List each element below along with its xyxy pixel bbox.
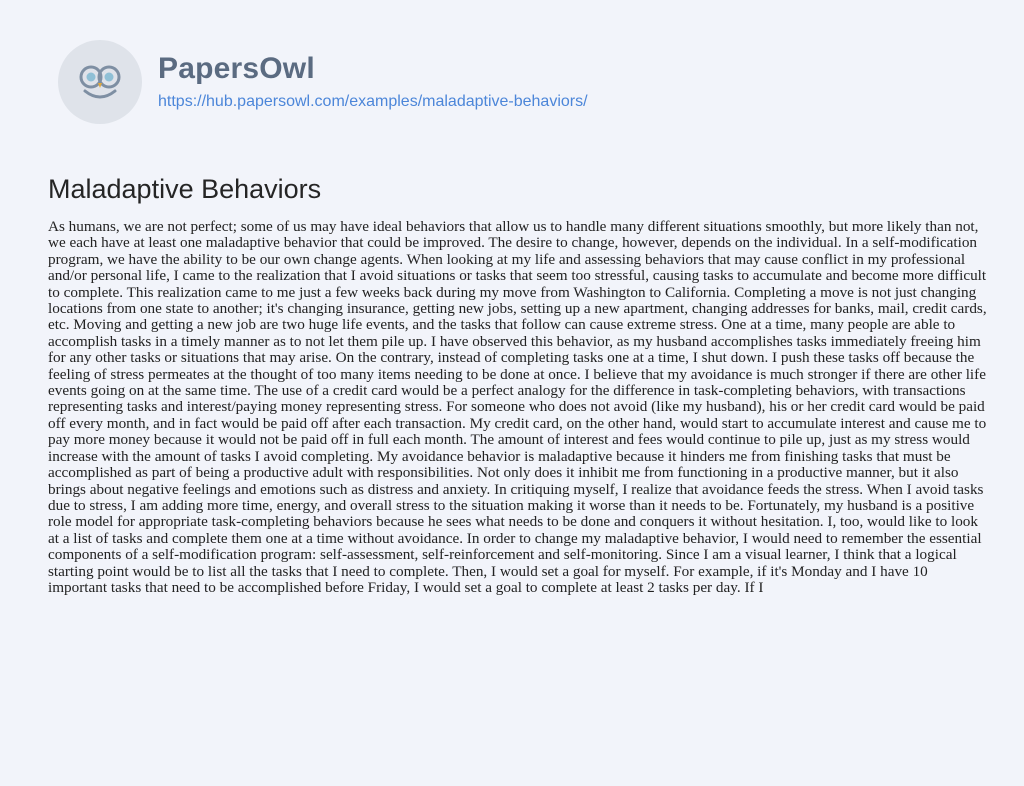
owl-logo-svg	[71, 53, 129, 111]
article-body: As humans, we are not perfect; some of us may have ideal behaviors that allow us to handle many different situations smoothly, but more likely than not, we each have at least one maladaptive behavior that could be improved. The desire to change, however, depends on the individual. In a self-modification program, we have the ability to be our own change agents. When looking at my life and assessing behaviors that may cause conflict in my professional and/or personal life, I came to the realization that I avoid situations or tasks that seem too stressful, causing tasks to accumulate and become more difficult to complete. This realization came to me just a few weeks back during my move from Washington to California. Completing a move is not just changing locations from one state to another; it's changing insurance, getting new jobs, setting up a new apartment, changing addresses for banks, mail, credit cards, etc. Moving and getting a new job are two huge life events, and the tasks that follow can cause extreme stress. One at a time, many people are able to accomplish tasks in a timely manner as to not let them pile up. I have observed this behavior, as my husband accomplishes tasks immediately freeing him for any other tasks or situations that may arise. On the contrary, instead of completing tasks one at a time, I shut down. I push these tasks off because the feeling of stress permeates at the thought of too many items needing to be done at once. I believe that my avoidance is much stronger if there are other life events going on at the same time. The use of a credit card would be a perfect analogy for the difference in task-completing behaviors, with transactions representing tasks and interest/paying money representing stress. For someone who does not avoid (like my husband), his or her credit card would be paid off every month, and in fact would be paid off after each transaction. My credit card, on the other hand, would start to accumulate interest and cause me to pay more money because it would not be paid off in full each month. The amount of interest and fees would continue to pile up, just as my stress would increase with the amount of tasks I avoid completing. My avoidance behavior is maladaptive because it hinders me from finishing tasks that must be accomplished as part of being a productive adult with responsibilities. Not only does it inhibit me from functioning in a productive manner, but it also brings about negative feelings and emotions such as distress and anxiety. In critiquing myself, I realize that avoidance feeds the stress. When I avoid tasks due to stress, I am adding more time, energy, and overall stress to the situation making it worse than it needs to be. Fortunately, my husband is a positive role model for appropriate task-completing behaviors because he sees what needs to be done and conquers it without hesitation. I, too, would like to look at a list of tasks and complete them one at a time without avoidance. In order to change my maladaptive behavior, I would need to remember the essential components of a self-modification program: self-assessment, self-reinforcement and self-monitoring. Since I am a visual learner, I think that a logical starting point would be to list all the tasks that I need to complete. Then, I would set a goal for myself. For example, if it's Monday and I have 10 important tasks that need to be accomplished before Friday, I would set a goal to complete at least 2 tasks per day. If I	[48, 218, 987, 596]
site-header	[58, 40, 588, 124]
article-title: Maladaptive Behaviors	[48, 174, 322, 204]
brand-name[interactable]: PapersOwl	[158, 52, 315, 85]
brand-block	[158, 51, 588, 113]
owl-logo-icon[interactable]	[58, 40, 142, 124]
source-url-link[interactable]: https://hub.papersowl.com/examples/maladaptive-behaviors/	[158, 93, 588, 110]
page	[10, 10, 1014, 776]
